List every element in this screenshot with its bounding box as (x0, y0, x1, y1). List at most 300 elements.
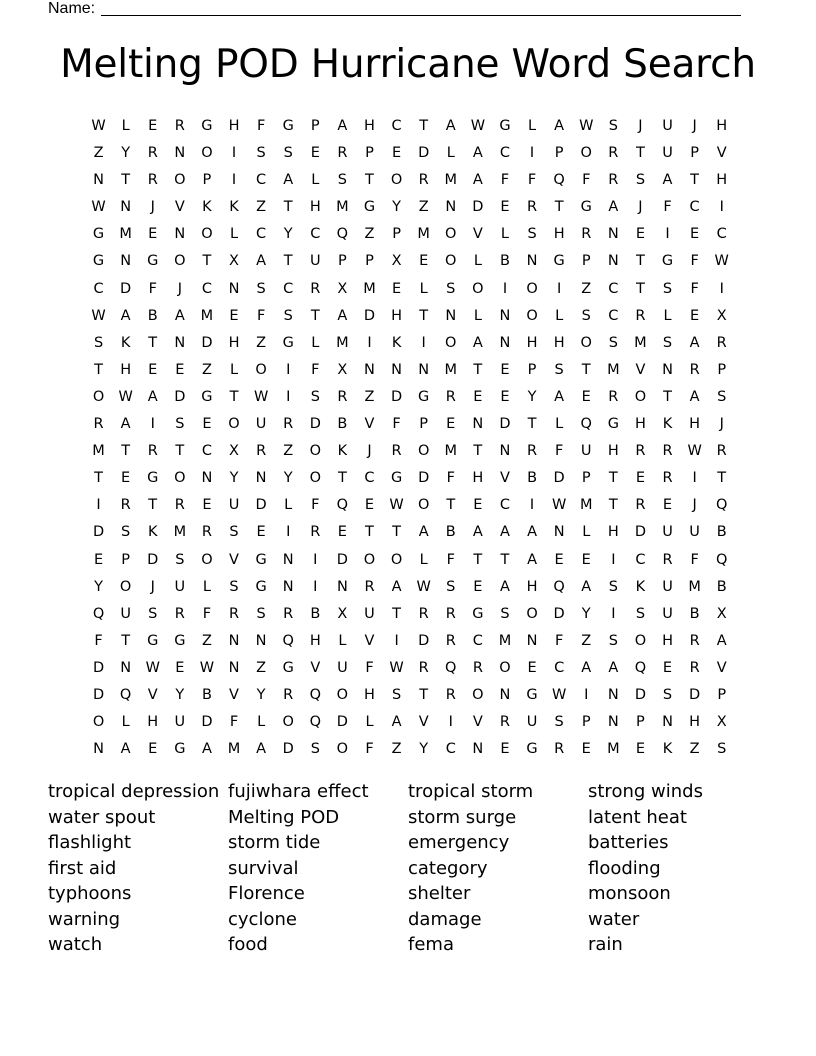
grid-letter: S (608, 118, 618, 134)
grid-letter: C (608, 307, 619, 324)
grid-letter: T (527, 416, 537, 433)
grid-letter: G (472, 605, 484, 622)
grid-letter: T (419, 686, 429, 703)
grid-letter: K (147, 524, 158, 541)
grid-letter: R (418, 659, 429, 676)
grid-letter: G (255, 578, 267, 595)
grid-letter: L (473, 253, 482, 270)
grid-letter: E (337, 524, 347, 541)
grid-letter: F (229, 714, 239, 731)
grid-letter: T (635, 280, 645, 297)
grid-letter: E (310, 145, 320, 162)
grid-letter: N (255, 470, 267, 487)
grid-letter: E (581, 551, 591, 568)
grid-letter: R (310, 280, 321, 297)
grid-letter: H (662, 632, 673, 649)
grid-letter: M (444, 172, 458, 189)
grid-letter: F (554, 443, 564, 460)
grid-letter: A (716, 632, 727, 649)
grid-letter: O (445, 253, 457, 270)
grid-letter: P (717, 686, 727, 703)
grid-letter: F (94, 632, 103, 649)
grid-letter: R (499, 714, 510, 731)
grid-letter: I (96, 497, 101, 514)
grid-letter: C (201, 443, 212, 460)
word-column (228, 779, 408, 958)
grid-letter: P (581, 470, 591, 487)
grid-letter: P (636, 714, 645, 731)
grid-row (85, 438, 735, 465)
grid-row (85, 194, 735, 221)
grid-letter: E (635, 741, 645, 758)
grid-letter: H (364, 118, 375, 134)
grid-letter: L (121, 714, 130, 731)
grid-letter: M (607, 361, 620, 378)
grid-letter: Z (581, 632, 592, 649)
grid-letter: K (202, 199, 212, 216)
grid-letter: M (444, 443, 458, 460)
grid-letter: R (283, 605, 294, 622)
grid-letter: E (500, 741, 510, 758)
grid-letter: S (148, 605, 158, 622)
grid-letter: T (608, 470, 618, 487)
grid-letter: K (662, 416, 673, 433)
grid-letter: S (175, 551, 185, 568)
grid-letter: C (716, 226, 727, 243)
grid-letter: R (608, 145, 619, 162)
grid-letter: D (201, 714, 213, 731)
grid-letter: T (392, 605, 401, 622)
grid-letter: Q (715, 497, 728, 514)
grid-letter: L (311, 172, 320, 189)
grid-letter: P (310, 118, 320, 134)
grid-letter: O (417, 443, 430, 460)
grid-letter: L (582, 524, 591, 541)
grid-letter: H (716, 172, 728, 189)
grid-letter: C (93, 280, 104, 297)
grid-letter: N (499, 307, 511, 324)
grid-letter: B (716, 578, 727, 595)
grid-letter: W (91, 118, 106, 134)
grid-letter: G (580, 199, 592, 216)
grid-letter: D (147, 551, 159, 568)
grid-letter: S (717, 388, 727, 405)
grid-letter: D (92, 686, 105, 703)
grid-letter: B (310, 605, 321, 622)
grid-letter: R (472, 659, 483, 676)
grid-letter: A (120, 307, 131, 324)
grid-letter: X (716, 605, 727, 622)
grid-letter: Q (553, 578, 565, 595)
grid-letter: F (527, 172, 537, 189)
grid-letter: P (338, 253, 347, 270)
grid-letter: A (472, 334, 483, 351)
grid-letter: S (256, 280, 266, 297)
grid-letter: D (689, 686, 701, 703)
grid-letter: L (121, 118, 130, 134)
grid-letter: H (634, 416, 646, 433)
grid-letter: Q (336, 497, 349, 514)
word-list-item: category (408, 857, 488, 879)
word-list-item: tropical storm (408, 781, 534, 802)
grid-letter: I (557, 280, 562, 297)
grid-letter: Q (119, 686, 132, 703)
grid-letter: D (120, 280, 132, 297)
grid-letter: E (473, 497, 483, 514)
grid-letter: X (337, 361, 348, 378)
grid-letter: G (147, 470, 159, 487)
grid-letter: S (500, 605, 510, 622)
grid-letter: U (309, 253, 321, 270)
grid-letter: X (391, 253, 402, 270)
grid-letter: T (121, 443, 131, 460)
grid-letter: T (554, 199, 564, 216)
grid-letter: G (526, 741, 538, 758)
grid-letter: N (336, 578, 348, 595)
grid-letter: V (635, 361, 646, 378)
grid-letter: O (174, 172, 186, 189)
word-list-item: cyclone (228, 908, 297, 930)
grid-letter: N (391, 361, 402, 378)
grid-letter: P (554, 145, 564, 162)
grid-row (85, 140, 735, 167)
grid-letter: T (608, 497, 618, 514)
grid-letter: K (229, 199, 239, 216)
grid-letter: R (527, 443, 538, 460)
grid-letter: K (391, 334, 402, 351)
grid-letter: H (309, 632, 321, 649)
grid-letter: C (472, 632, 483, 649)
grid-letter: V (716, 145, 727, 162)
grid-letter: U (174, 714, 186, 731)
grid-letter: E (93, 551, 104, 568)
grid-letter: P (717, 361, 727, 378)
grid-letter: L (365, 714, 374, 731)
grid-letter: A (201, 741, 212, 758)
grid-letter: T (121, 172, 131, 189)
grid-letter: A (174, 307, 185, 324)
word-list-item: typhoons (48, 883, 132, 904)
grid-letter: R (174, 118, 185, 134)
grid-letter: N (174, 334, 186, 351)
grid-letter: R (337, 388, 348, 405)
grid-letter: Q (715, 551, 728, 568)
grid-letter: E (581, 388, 591, 405)
grid-letter: O (336, 686, 349, 703)
grid-letter: N (174, 145, 186, 162)
grid-letter: M (227, 741, 241, 758)
grid-letter: A (554, 388, 565, 405)
grid-letter: H (553, 226, 565, 243)
grid-letter: N (526, 253, 538, 270)
grid-letter: L (500, 226, 509, 243)
grid-letter: Q (445, 659, 457, 676)
grid-letter: L (555, 416, 564, 433)
grid-letter: E (690, 226, 700, 243)
grid-letter: L (338, 632, 347, 649)
grid-letter: S (608, 632, 618, 649)
grid-letter: S (256, 605, 266, 622)
grid-row (85, 547, 735, 574)
grid-letter: Q (580, 416, 592, 433)
grid-letter: E (419, 253, 429, 270)
grid-letter: I (529, 145, 535, 162)
grid-letter: O (472, 280, 484, 297)
grid-letter: Y (256, 686, 266, 703)
grid-letter: V (499, 470, 510, 487)
grid-letter: D (309, 416, 321, 433)
grid-letter: G (255, 551, 267, 568)
grid-letter: F (446, 470, 455, 487)
grid-letter: F (392, 416, 401, 433)
grid-letter: R (310, 524, 321, 541)
grid-letter: A (283, 172, 294, 189)
grid-letter: A (391, 714, 402, 731)
grid-letter: I (611, 551, 616, 568)
grid-letter: U (662, 578, 673, 595)
grid-row (85, 384, 735, 411)
grid-letter: E (391, 145, 402, 162)
grid-letter: T (94, 470, 103, 487)
grid-letter: T (473, 551, 483, 568)
grid-letter: X (337, 280, 348, 297)
grid-letter: H (607, 524, 619, 541)
grid-letter: M (607, 741, 620, 758)
grid-letter: N (499, 686, 511, 703)
grid-letter: O (92, 388, 105, 405)
word-list-item: survival (228, 857, 299, 879)
grid-letter: N (120, 253, 132, 270)
grid-letter: Q (336, 226, 349, 243)
grid-letter: V (472, 714, 483, 731)
word-list-item: food (228, 934, 268, 955)
word-list (48, 779, 768, 958)
grid-letter: R (581, 226, 592, 243)
grid-letter: S (554, 361, 564, 378)
grid-letter: S (635, 605, 646, 622)
grid-letter: H (716, 118, 728, 134)
grid-letter: T (283, 253, 293, 270)
grid-letter: W (470, 118, 486, 134)
grid-letter: V (310, 659, 321, 676)
grid-letter: U (174, 578, 186, 595)
grid-letter: A (391, 578, 402, 595)
grid-letter: E (202, 497, 212, 514)
grid-letter: N (553, 524, 565, 541)
grid-letter: H (526, 334, 538, 351)
grid-letter: U (580, 443, 592, 460)
grid-letter: I (611, 605, 616, 622)
grid-letter: O (445, 226, 457, 243)
grid-letter: P (527, 361, 537, 378)
grid-letter: L (419, 280, 428, 297)
grid-letter: P (419, 416, 429, 433)
grid-letter: E (446, 416, 456, 433)
grid-letter: C (554, 659, 565, 676)
grid-letter: O (580, 145, 592, 162)
grid-letter: S (175, 416, 185, 433)
grid-letter: K (337, 443, 348, 460)
grid-row (85, 330, 735, 357)
word-list-item: damage (408, 908, 482, 930)
grid-letter: N (93, 741, 104, 758)
grid-letter: R (445, 605, 456, 622)
grid-letter: N (418, 361, 430, 378)
grid-letter: A (256, 253, 267, 270)
grid-letter: X (337, 605, 348, 622)
grid-letter: L (284, 497, 293, 514)
grid-letter: C (391, 118, 402, 134)
grid-letter: G (201, 118, 213, 134)
grid-letter: A (120, 416, 131, 433)
grid-letter: U (662, 118, 673, 134)
grid-row (85, 221, 735, 248)
grid-letter: U (662, 145, 673, 162)
grid-letter: S (121, 524, 131, 541)
grid-letter: R (635, 307, 646, 324)
grid-letter: O (526, 280, 538, 297)
grid-letter: N (607, 686, 619, 703)
word-list-item: flashlight (48, 832, 132, 853)
grid-letter: R (147, 443, 158, 460)
grid-letter: J (638, 118, 643, 134)
grid-letter: I (692, 470, 697, 487)
grid-letter: P (690, 145, 699, 162)
grid-letter: Y (121, 145, 131, 162)
grid-row (85, 113, 735, 140)
grid-letter: B (527, 470, 538, 487)
grid-letter: R (283, 686, 294, 703)
grid-row (85, 736, 735, 763)
grid-letter: O (472, 686, 484, 703)
grid-letter: F (663, 199, 672, 216)
grid-letter: S (662, 280, 673, 297)
word-list-item: latent heat (588, 806, 687, 828)
grid-letter: R (147, 172, 158, 189)
grid-letter: G (92, 253, 105, 270)
grid-letter: O (119, 578, 132, 595)
grid-letter: O (255, 361, 267, 378)
grid-letter: V (418, 714, 429, 731)
grid-letter: N (120, 199, 132, 216)
grid-letter: W (199, 659, 215, 676)
grid-letter: W (118, 388, 133, 405)
grid-letter: M (579, 497, 593, 514)
grid-letter: A (147, 388, 158, 405)
grid-letter: I (150, 416, 155, 433)
grid-row (85, 519, 735, 546)
grid-letter: D (92, 524, 105, 541)
grid-letter: O (499, 659, 511, 676)
grid-letter: Z (201, 361, 212, 378)
grid-letter: A (527, 551, 537, 568)
grid-letter: N (228, 632, 240, 649)
grid-letter: D (553, 605, 565, 622)
grid-letter: D (92, 659, 105, 676)
grid-letter: O (282, 714, 294, 731)
grid-letter: S (93, 334, 104, 351)
word-column (408, 779, 588, 958)
grid-letter: Z (364, 226, 375, 243)
grid-letter: S (662, 686, 673, 703)
grid-letter: R (445, 686, 456, 703)
grid-letter: M (200, 307, 214, 324)
grid-letter: Y (527, 388, 537, 405)
grid-letter: L (202, 578, 211, 595)
word-list-item: Florence (228, 883, 305, 904)
grid-letter: J (719, 416, 724, 433)
grid-letter: I (584, 686, 589, 703)
grid-letter: U (337, 659, 348, 676)
grid-letter: J (177, 280, 182, 297)
grid-letter: L (555, 307, 564, 324)
grid-letter: U (662, 524, 673, 541)
grid-letter: N (282, 578, 294, 595)
grid-letter: N (662, 714, 673, 731)
grid-row (85, 655, 735, 682)
grid-letter: A (472, 524, 483, 541)
grid-letter: V (364, 632, 375, 649)
grid-letter: M (634, 334, 647, 351)
grid-letter: H (689, 416, 701, 433)
grid-letter: W (91, 199, 106, 216)
grid-letter: U (120, 605, 131, 622)
grid-letter: H (472, 470, 484, 487)
grid-letter: G (363, 199, 376, 216)
grid-letter: V (229, 686, 239, 703)
grid-letter: T (473, 361, 483, 378)
word-list-item: first aid (48, 857, 117, 879)
grid-letter: W (145, 659, 160, 676)
grid-letter: O (228, 416, 240, 433)
grid-letter: T (94, 361, 103, 378)
grid-letter: P (392, 226, 401, 243)
grid-letter: I (286, 524, 291, 541)
grid-letter: R (716, 443, 727, 460)
grid-letter: G (661, 253, 674, 270)
word-list-item: batteries (588, 832, 669, 853)
grid-letter: S (662, 334, 673, 351)
grid-letter: S (229, 524, 239, 541)
grid-letter: N (607, 253, 619, 270)
grid-row (85, 167, 735, 194)
grid-letter: E (527, 659, 537, 676)
grid-letter: T (148, 334, 158, 351)
grid-letter: M (444, 361, 458, 378)
grid-letter: A (472, 145, 483, 162)
grid-letter: G (607, 416, 619, 433)
grid-letter: J (150, 199, 155, 216)
grid-letter: E (690, 307, 700, 324)
grid-letter: E (662, 659, 673, 676)
grid-letter: E (391, 280, 402, 297)
grid-letter: N (526, 632, 538, 649)
grid-letter: C (310, 226, 321, 243)
grid-letter: R (527, 199, 538, 216)
word-list-item: storm tide (228, 832, 321, 853)
grid-letter: A (337, 118, 348, 134)
grid-row (85, 601, 735, 628)
grid-letter: Z (256, 659, 267, 676)
grid-letter: I (231, 145, 237, 162)
grid-letter: S (717, 741, 727, 758)
grid-letter: D (390, 388, 403, 405)
grid-letter: O (526, 307, 538, 324)
grid-letter: A (608, 199, 619, 216)
grid-letter: B (201, 686, 212, 703)
grid-letter: X (716, 307, 727, 324)
grid-letter: N (445, 307, 457, 324)
